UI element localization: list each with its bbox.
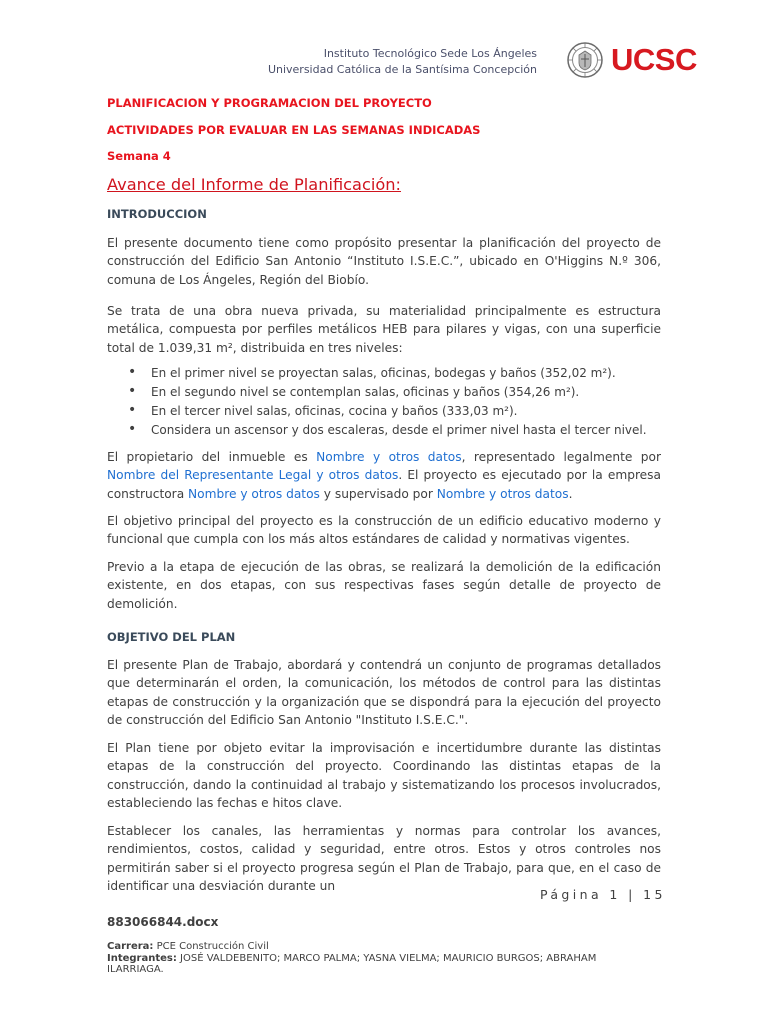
- owner-text: El propietario del inmueble es: [107, 450, 317, 464]
- legal-rep-text: , representado legalmente por: [461, 450, 661, 464]
- avance-heading: Avance del Informe de Planificación:: [107, 175, 401, 194]
- intro-paragraph-1: El presente documento tiene como propósito presentar la planificación del proyecto de construcción del Edificio San Antonio “Instituto I.S.E.C.”, ubicado en O'Higgins N.º 306, comuna de Los Ángeles, Región del Biobío.: [107, 236, 661, 287]
- levels-list: [128, 364, 668, 440]
- footer-info: [107, 941, 627, 976]
- carrera-line: [107, 941, 627, 953]
- institute-line-2: Universidad Católica de la Santísima Concepción: [267, 63, 537, 76]
- owner-placeholder: Nombre y otros datos: [316, 450, 462, 464]
- plan-paragraph-2: El Plan tiene por objeto evitar la improvisación e incertidumbre durante las distintas etapas de la construcción del proyecto. Coordinando las distintas etapas de la construcción, dando la continuidad al trabajo y sistematizando los procesos involucrados, estableciendo las fechas e hitos clave.: [107, 741, 661, 811]
- legal-rep-placeholder: Nombre del Representante Legal y otros datos: [107, 468, 399, 483]
- ucsc-seal-icon: [567, 42, 603, 78]
- intro-paragraph-4: El objetivo principal del proyecto es la construcción de un edificio educativo moderno y funcional que cumpla con los más altos estándares de calidad y normativas vigentes.: [107, 514, 661, 547]
- page-number: Página 1 | 15: [540, 887, 666, 902]
- intro-paragraph-2: Se trata de una obra nueva privada, su materialidad principalmente es estructura metálica, compuesta por perfiles metálicos HEB para pilares y vigas, con una superficie total de 1.039,31 m², distribuida en tres niveles:: [107, 304, 661, 355]
- plan-paragraph-1: El presente Plan de Trabajo, abordará y contendrá un conjunto de programas detallados que determinarán el orden, la comunicación, los métodos de control para las distintas etapas de construcción y la organización que se dispondrá para la ejecución del proyecto de construcción del Edificio San Antonio "Instituto I.S.E.C.".: [107, 658, 661, 728]
- integrantes-label: Integrantes:: [107, 952, 177, 964]
- supervisor-text: y supervisado por: [319, 486, 437, 501]
- integrantes-line: [107, 953, 627, 976]
- list-item: • En el primer nivel se proyectan salas, oficinas, bodegas y baños (352,02 m²).: [128, 364, 668, 383]
- integrantes-value: JOSÉ VALDEBENITO; MARCO PALMA; YASNA VIELMA; MAURICIO BURGOS; ABRAHAM ILARRIAGA.: [107, 952, 597, 975]
- file-name: 883066844.docx: [107, 915, 219, 929]
- list-item: • En el tercer nivel salas, oficinas, cocina y baños (333,03 m²).: [128, 402, 668, 421]
- ucsc-logo-text: UCSC: [611, 42, 697, 77]
- intro-heading: INTRODUCCION: [107, 207, 207, 221]
- supervisor-placeholder: Nombre y otros datos: [436, 486, 569, 501]
- title-planificacion: PLANIFICACION Y PROGRAMACION DEL PROYECTO: [107, 96, 432, 110]
- plan-heading: OBJETIVO DEL PLAN: [107, 630, 236, 644]
- list-item: • En el segundo nivel se contemplan salas, oficinas y baños (354,26 m²).: [128, 383, 668, 402]
- period: .: [568, 486, 573, 501]
- carrera-value: PCE Construcción Civil: [153, 941, 269, 952]
- intro-paragraph-5: Previo a la etapa de ejecución de las obras, se realizará la demolición de la edificación existente, en dos etapas, con sus respectivas fases según detalle de proyecto de demolición.: [107, 560, 661, 611]
- intro-paragraph-3: [107, 448, 661, 503]
- institute-line-1: Instituto Tecnológico Sede Los Ángeles: [323, 47, 537, 60]
- plan-paragraph-3: Establecer los canales, las herramientas y normas para controlar los avances, rendimientos, costos, calidad y seguridad, entre otros. Estos y otros controles nos permitirán saber si el proyecto progresa según el Plan de Trabajo, para que, en el caso de identificar una desviación durante un: [107, 824, 661, 894]
- carrera-label: Carrera:: [107, 941, 154, 952]
- contractor-placeholder: Nombre y otros datos: [188, 486, 320, 501]
- title-semana: Semana 4: [107, 149, 171, 163]
- institute-header: [260, 46, 537, 78]
- title-actividades: ACTIVIDADES POR EVALUAR EN LAS SEMANAS INDICADAS: [107, 123, 481, 137]
- contractor-text: . El proyecto es ejecutado por la empresa constructora: [107, 468, 662, 501]
- list-item: • Considera un ascensor y dos escaleras, desde el primer nivel hasta el tercer nivel.: [128, 421, 668, 440]
